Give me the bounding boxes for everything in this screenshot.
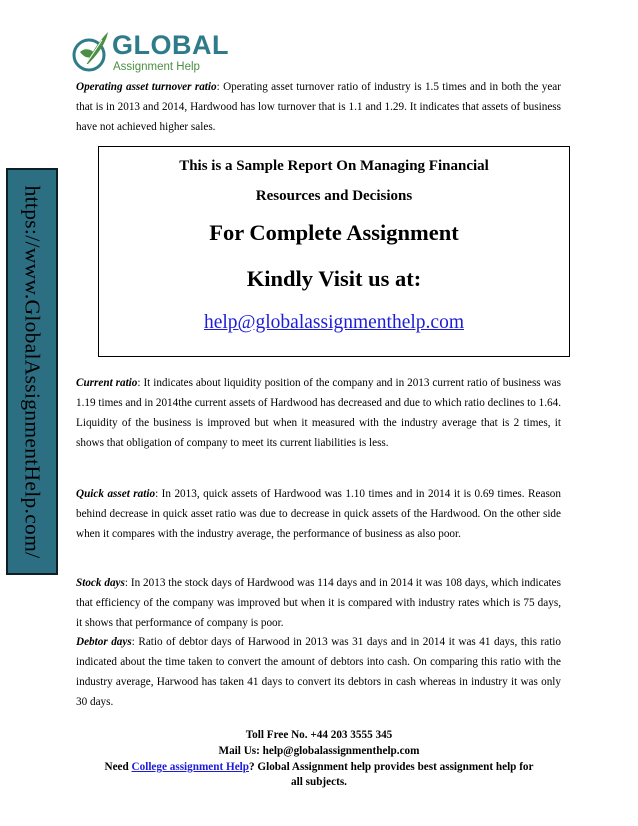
- term-operating-asset-turnover: Operating asset turnover ratio: [76, 81, 217, 93]
- text-current-ratio: : It indicates about liquidity position of the company and in 2013 current ratio of business was 1.19 times and in 2014the current assets of Hardwood has decreased and due to which ratio declines to 1.64. Liquidity of the business is improved but when it measured with the industry average that is 2 times, it shows that obligation of company to meet its current liabilities is less.: [76, 377, 561, 449]
- term-quick-asset-ratio: Quick asset ratio: [76, 488, 156, 500]
- side-url-banner[interactable]: [6, 168, 58, 575]
- text-stock-days: : In 2013 the stock days of Hardwood was 114 days and in 2014 it was 108 days, which indicates that efficiency of the company was improved but when it is compared with industry rates which is 75 days, it shows that performance of company is poor.: [76, 577, 561, 629]
- text-debtor-days: : Ratio of debtor days of Harwood in 2013 was 31 days and in 2014 it was 41 days, this ratio indicated about the time taken to convert the amount of debtors into cash. On comparing this ratio with the industry average, Harwood has taken 41 days to convert its debtors in cash whereas in industry it was only 30 days.: [76, 636, 562, 708]
- sample-box-email-link[interactable]: help@globalassignmenthelp.com: [203, 312, 465, 333]
- sample-box-subheading: Kindly Visit us at:: [246, 266, 422, 291]
- paragraph-debtor-days: [76, 632, 561, 712]
- paragraph-quick-asset-ratio: [76, 484, 561, 544]
- college-assignment-help-link[interactable]: College assignment Help: [131, 761, 249, 773]
- logo-tagline: Assignment Help: [113, 61, 200, 73]
- term-stock-days: Stock days: [76, 577, 125, 589]
- footer-mail: Mail Us: help@globalassignmenthelp.com: [218, 745, 420, 757]
- footer-promo: [60, 760, 578, 775]
- company-logo: [72, 30, 232, 78]
- quill-globe-icon: [72, 30, 110, 74]
- sample-report-box: [98, 146, 570, 357]
- sample-box-heading: For Complete Assignment: [209, 220, 459, 245]
- term-debtor-days: Debtor days: [76, 636, 132, 648]
- paragraph-operating-asset-turnover: [76, 77, 561, 137]
- sample-box-line1: This is a Sample Report On Managing Financial: [179, 158, 489, 174]
- term-current-ratio: Current ratio: [76, 377, 138, 389]
- footer-last-line: all subjects.: [291, 776, 347, 788]
- footer-need-prefix: Need: [104, 761, 132, 773]
- logo-wordmark: GLOBAL: [112, 30, 229, 60]
- sample-box-line2: Resources and Decisions: [255, 188, 413, 204]
- footer-toll-free: Toll Free No. +44 203 3555 345: [245, 729, 393, 741]
- footer-need-suffix: ? Global Assignment help provides best assignment help for: [249, 761, 534, 773]
- text-quick-asset-ratio: : In 2013, quick assets of Hardwood was 1.10 times and in 2014 it is 0.69 times. Reason behind decrease in quick asset ratio was due to decrease in quick assets of the Hardwood. On the other side when it compares with the industry average, the performance of business as also poor.: [76, 488, 561, 540]
- paragraph-current-ratio: [76, 373, 561, 453]
- text-operating-asset-turnover: : Operating asset turnover ratio of industry is 1.5 times and in both the year that is in 2013 and 2014, Hardwood has low turnover that is 1.1 and 1.29. It indicates that assets of business have not achieved higher sales.: [76, 81, 561, 133]
- side-banner-url[interactable]: https://www.GlobalAssignmentHelp.com/: [20, 185, 45, 558]
- paragraph-stock-days: [76, 573, 561, 633]
